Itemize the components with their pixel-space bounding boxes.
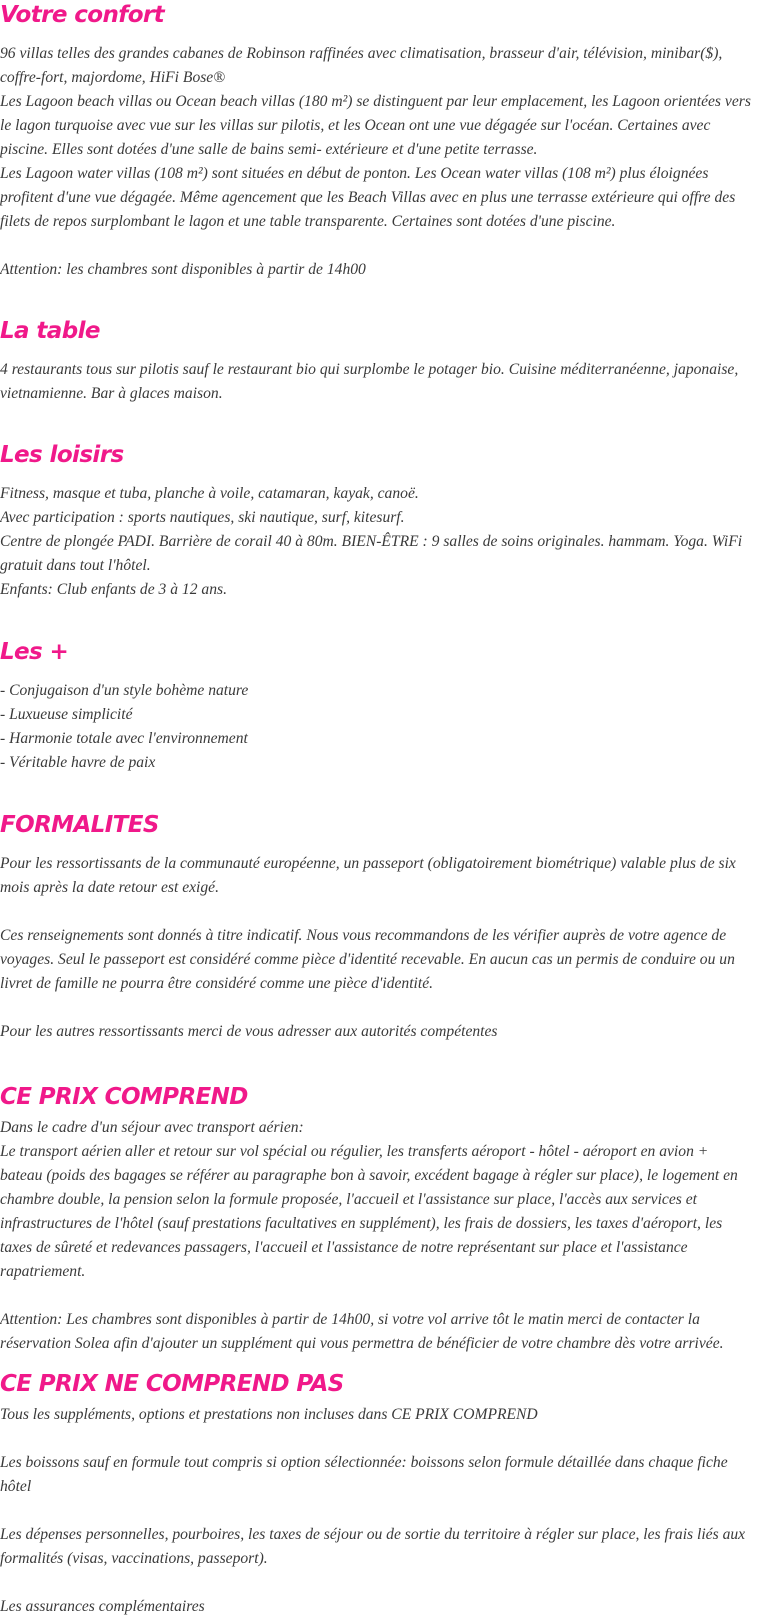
section-title-formalites: FORMALITES bbox=[0, 812, 159, 838]
comprend-paragraph-intro: Dans le cadre d'un séjour avec transport aérien: bbox=[0, 1119, 304, 1136]
list-item: - Harmonie totale avec l'environnement bbox=[0, 730, 248, 747]
table-paragraph-restaurants: 4 restaurants tous sur pilotis sauf le restaurant bio qui surplombe le potager bio. Cuisine méditerranéenne, japonaise, vietnamienne. Bar à glaces maison. bbox=[0, 361, 739, 402]
loisirs-paragraph-kids: Enfants: Club enfants de 3 à 12 ans. bbox=[0, 581, 227, 598]
section-title-prix-comprend: CE PRIX COMPREND bbox=[0, 1084, 248, 1110]
list-item: - Luxueuse simplicité bbox=[0, 706, 133, 723]
noncomprend-paragraph-assurances: Les assurances complémentaires bbox=[0, 1598, 205, 1615]
confort-paragraph-villas: 96 villas telles des grandes cabanes de Robinson raffinées avec climatisation, brasseur d'air, télévision, minibar($), coffre-fort, majordome, HiFi Bose® bbox=[0, 45, 723, 86]
confort-paragraph-attention: Attention: les chambres sont disponibles à partir de 14h00 bbox=[0, 261, 366, 278]
section-loisirs bbox=[0, 440, 752, 602]
loisirs-paragraph-participation: Avec participation : sports nautiques, ski nautique, surf, kitesurf. bbox=[0, 509, 405, 526]
loisirs-paragraph-diving: Centre de plongée PADI. Barrière de corail 40 à 80m. BIEN-ÊTRE : 9 salles de soins originales. hammam. Yoga. WiFi gratuit dans tout l'hôtel. bbox=[0, 533, 743, 574]
section-title-table: La table bbox=[0, 318, 100, 344]
section-title-prix-ne-comprend-pas: CE PRIX NE COMPREND PAS bbox=[0, 1371, 344, 1397]
formalites-paragraph-info: Ces renseignements sont donnés à titre indicatif. Nous vous recommandons de les vérifier auprès de votre agence de voyages. Seul le passeport est considéré comme pièce d'identité recevable. En aucun cas un permis de conduire ou un livret de famille ne pourra être considéré comme une pièce d'identité. bbox=[0, 927, 735, 992]
section-title-confort: Votre confort bbox=[0, 2, 165, 28]
loisirs-paragraph-activities: Fitness, masque et tuba, planche à voile, catamaran, kayak, canoë. bbox=[0, 485, 419, 502]
confort-paragraph-beach-villas: Les Lagoon beach villas ou Ocean beach villas (180 m²) se distinguent par leur emplacement, les Lagoon orientées vers le lagon turquoise avec vue sur les villas sur pilotis, et les Ocean ont une vue dégagée sur l'océan. Certaines avec piscine. Elles sont dotées d'une salle de bains semi- extérieure et d'une petite terrasse. bbox=[0, 93, 751, 158]
list-item: - Véritable havre de paix bbox=[0, 754, 156, 771]
section-prix-comprend bbox=[0, 1082, 752, 1356]
formalites-paragraph-passport: Pour les ressortissants de la communauté européenne, un passeport (obligatoirement biométrique) valable plus de six mois après la date retour est exigé. bbox=[0, 855, 736, 896]
section-formalites bbox=[0, 810, 752, 1044]
section-plus bbox=[0, 637, 752, 775]
section-table bbox=[0, 316, 752, 406]
formalites-paragraph-others: Pour les autres ressortissants merci de vous adresser aux autorités compétentes bbox=[0, 1023, 498, 1040]
noncomprend-paragraph-supplements: Tous les suppléments, options et prestations non incluses dans CE PRIX COMPREND bbox=[0, 1406, 538, 1423]
comprend-paragraph-attention: Attention: Les chambres sont disponibles à partir de 14h00, si votre vol arrive tôt le matin merci de contacter la réservation Solea afin d'ajouter un supplément qui vous permettra de bénéficier de votre chambre dès votre arrivée. bbox=[0, 1311, 724, 1352]
noncomprend-paragraph-boissons: Les boissons sauf en formule tout compris si option sélectionnée: boissons selon formule détaillée dans chaque fiche hôtel bbox=[0, 1454, 728, 1495]
section-confort bbox=[0, 0, 752, 282]
noncomprend-paragraph-depenses: Les dépenses personnelles, pourboires, les taxes de séjour ou de sortie du territoire à régler sur place, les frais liés aux formalités (visas, vaccinations, passeport). bbox=[0, 1526, 746, 1567]
confort-paragraph-water-villas: Les Lagoon water villas (108 m²) sont situées en début de ponton. Les Ocean water villas (108 m²) plus éloignées profitent d'une vue dégagée. Même agencement que les Beach Villas avec en plus une terrasse extérieure qui offre des filets de repos surplombant le lagon et une table transparente. Certaines sont dotées d'une piscine. bbox=[0, 165, 736, 230]
comprend-paragraph-details: Le transport aérien aller et retour sur vol spécial ou régulier, les transferts aéroport - hôtel - aéroport en avion + bateau (poids des bagages se référer au paragraphe bon à savoir, excédent bagage à régler sur place), le logement en chambre double, la pension selon la formule proposée, l'accueil et l'assistance sur place, l'accès aux services et infrastructures de l'hôtel (sauf prestations facultatives en supplément), les frais de dossiers, les taxes d'aéroport, les taxes de sûreté et redevances passagers, l'accueil et l'assistance de notre représentant sur place et l'assistance rapatriement. bbox=[0, 1143, 738, 1280]
list-item: - Conjugaison d'un style bohème nature bbox=[0, 682, 249, 699]
section-title-loisirs: Les loisirs bbox=[0, 442, 124, 468]
section-prix-ne-comprend-pas bbox=[0, 1369, 752, 1619]
section-title-plus: Les + bbox=[0, 639, 69, 665]
